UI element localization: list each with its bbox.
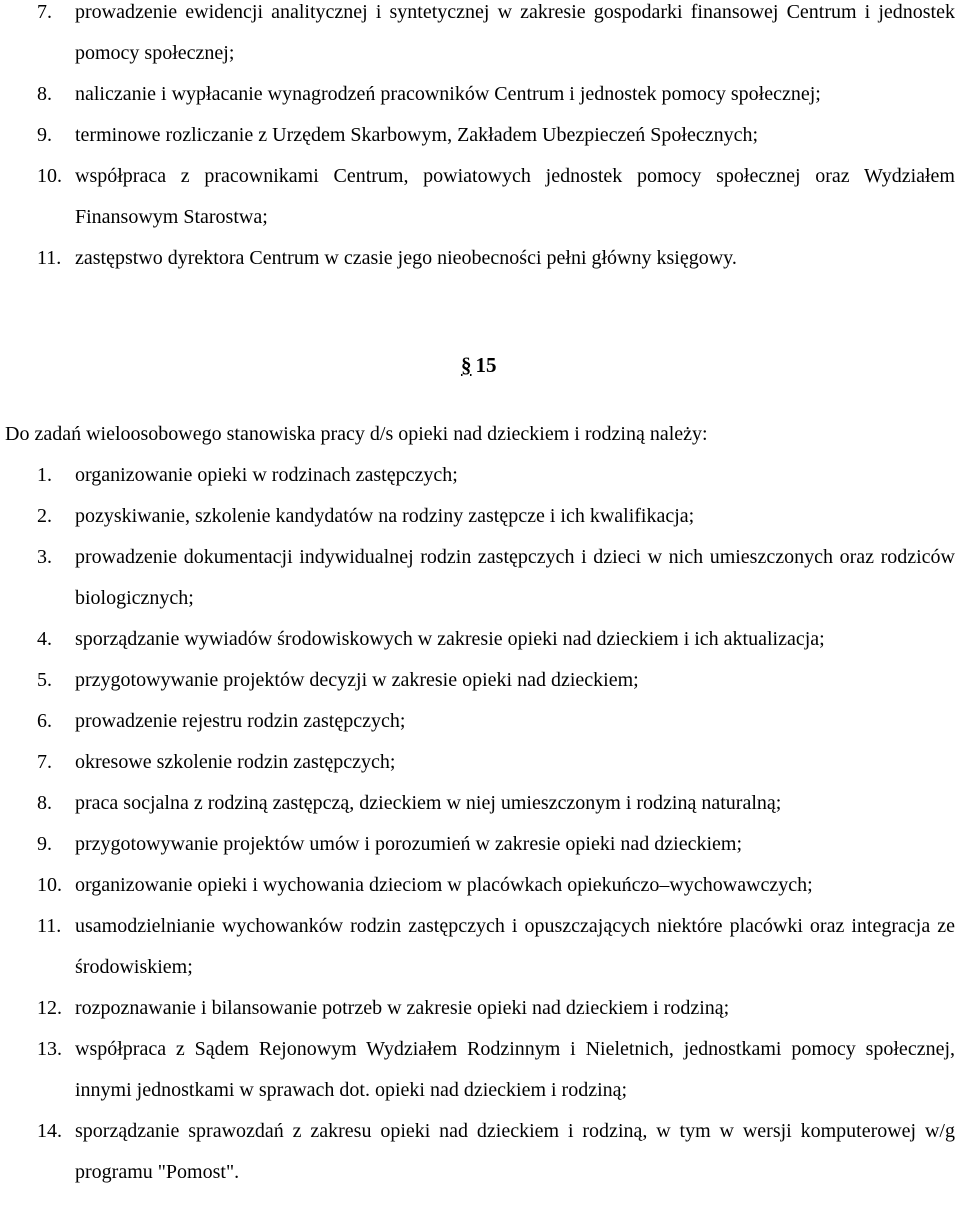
list-item [0,115,960,156]
list-item-number: 6. [37,710,52,732]
list-item-number: 9. [37,833,52,855]
list-item-text: prowadzenie dokumentacji indywidualnej rodzin zastępczych i dzieci w nich umieszczonych oraz rodziców biologicznych; [75,546,955,609]
list-item [0,988,960,1029]
list-item-text: prowadzenie rejestru rodzin zastępczych; [75,710,406,732]
list-item-text: usamodzielnianie wychowanków rodzin zastępczych i opuszczających niektóre placówki oraz integracja ze środowiskiem; [75,915,955,978]
list-item [0,824,960,865]
list-item-number: 11. [37,915,62,937]
list-item [0,660,960,701]
list-item-text: praca socjalna z rodziną zastępczą, dzieckiem w niej umieszczonym i rodziną naturalną; [75,792,782,814]
list-item [0,1029,960,1111]
list-item-text: organizowanie opieki i wychowania dzieciom w placówkach opiekuńczo–wychowawczych; [75,874,813,896]
list-item [0,74,960,115]
section-intro: Do zadań wieloosobowego stanowiska pracy d/s opieki nad dzieckiem i rodziną należy: [5,423,708,445]
list-item [0,906,960,988]
list-item-text: przygotowywanie projektów decyzji w zakresie opieki nad dzieckiem; [75,669,639,691]
list-item-text: okresowe szkolenie rodzin zastępczych; [75,751,396,773]
list-item-number: 8. [37,83,52,105]
list-item [0,156,960,238]
list-item [0,865,960,906]
list-item-number: 13. [37,1038,62,1060]
list-item-number: 4. [37,628,52,650]
list-item [0,238,960,279]
list-item-text: rozpoznawanie i bilansowanie potrzeb w zakresie opieki nad dzieckiem i rodziną; [75,997,730,1019]
list-item-text: zastępstwo dyrektora Centrum w czasie jego nieobecności pełni główny księgowy. [75,247,737,269]
section-number: 15 [475,353,497,377]
list-item [0,455,960,496]
list-item-number: 5. [37,669,52,691]
list-item-text: terminowe rozliczanie z Urzędem Skarbowym, Zakładem Ubezpieczeń Społecznych; [75,124,759,146]
list-item-text: współpraca z Sądem Rejonowym Wydziałem Rodzinnym i Nieletnich, jednostkami pomocy społecznej, innymi jednostkami w sprawach dot. opieki nad dzieckiem i rodziną; [75,1038,955,1101]
list-item-number: 2. [37,505,52,527]
duties-list [0,455,960,1193]
section-sign: § [461,353,472,377]
list-item-text: sporządzanie sprawozdań z zakresu opieki nad dzieckiem i rodziną, w tym w wersji komputerowej w/g programu "Pomost". [75,1120,955,1183]
list-item [0,701,960,742]
list-item [0,619,960,660]
list-item [0,742,960,783]
list-item-number: 3. [37,546,52,568]
list-item-text: pozyskiwanie, szkolenie kandydatów na rodziny zastępcze i ich kwalifikacja; [75,505,695,527]
list-item-number: 10. [37,874,62,896]
list-item-number: 14. [37,1120,62,1142]
list-item-text: prowadzenie ewidencji analitycznej i syntetycznej w zakresie gospodarki finansowej Centrum i jednostek pomocy społecznej; [75,1,955,64]
list-item-number: 11. [37,247,62,269]
duties-list-continued [0,0,960,279]
list-item-number: 7. [37,751,52,773]
list-item-number: 12. [37,997,62,1019]
list-item [0,537,960,619]
list-item-number: 1. [37,464,52,486]
section-heading [461,350,497,380]
list-item [0,1111,960,1193]
list-item-number: 7. [37,1,52,23]
list-item [0,0,960,74]
list-item-number: 8. [37,792,52,814]
list-item-number: 9. [37,124,52,146]
list-item [0,496,960,537]
list-item [0,783,960,824]
list-item-text: przygotowywanie projektów umów i porozumień w zakresie opieki nad dzieckiem; [75,833,743,855]
list-item-text: organizowanie opieki w rodzinach zastępczych; [75,464,458,486]
list-item-text: współpraca z pracownikami Centrum, powiatowych jednostek pomocy społecznej oraz Wydziałem Finansowym Starostwa; [75,165,955,228]
list-item-text: sporządzanie wywiadów środowiskowych w zakresie opieki nad dzieckiem i ich aktualizacja; [75,628,825,650]
list-item-text: naliczanie i wypłacanie wynagrodzeń pracowników Centrum i jednostek pomocy społecznej; [75,83,821,105]
list-item-number: 10. [37,165,62,187]
